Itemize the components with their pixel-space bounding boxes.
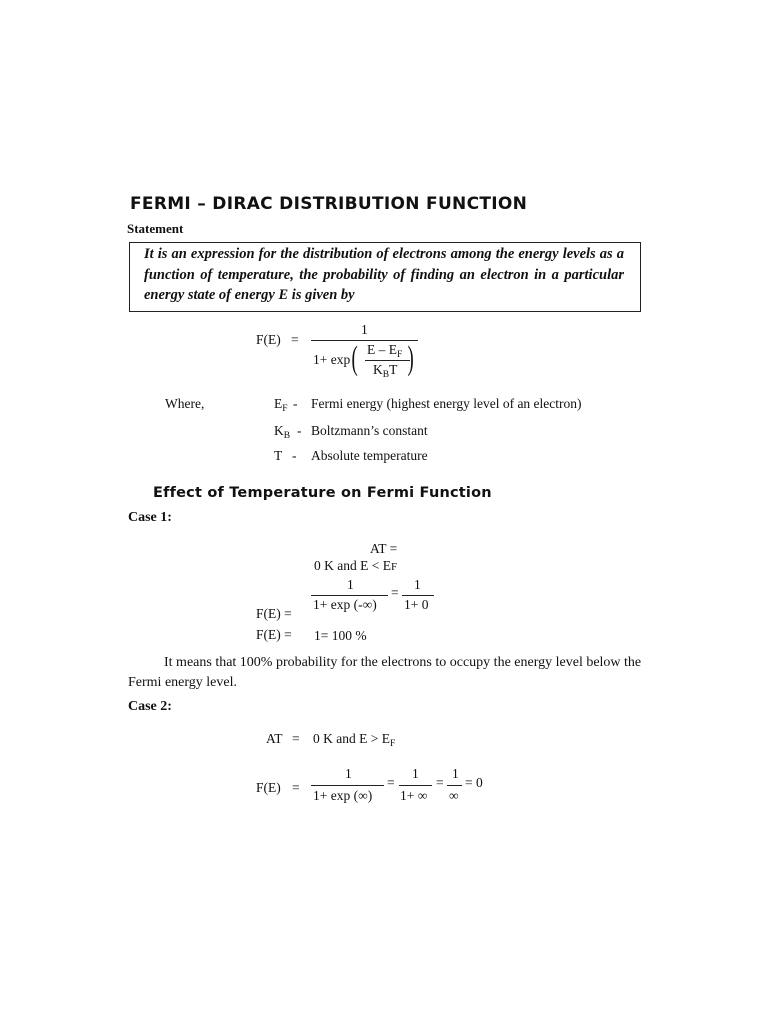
case1-lhs2: F(E) = (256, 627, 292, 642)
case2-eq-b: = (436, 775, 444, 790)
case1-frac2-bar (402, 595, 434, 596)
def-description: Absolute temperature (311, 448, 428, 463)
case2-label: Case 2: (128, 699, 172, 714)
case2-result: = 0 (465, 775, 483, 790)
case2-lhs-equals: = (292, 780, 300, 795)
case2-equals: = (292, 731, 300, 746)
statement-text: It is an expression for the distribution of electrons among the energy levels as a function of temperature, the probability of finding an electron in a particular energy state of energy E is given by (144, 246, 624, 303)
case2-f1-den: 1+ exp (∞) (313, 788, 373, 803)
case2-f3-num: 1 (452, 766, 459, 781)
case1-frac1-bar (311, 595, 388, 596)
case1-explanation: It means that 100% probability for the electrons to occupy the energy level below the Fermi energy level. (128, 655, 642, 690)
formula-fraction-bar (311, 340, 418, 341)
case1-frac2-den: 1+ 0 (404, 597, 429, 612)
case2-condition: 0 K and $E > E_F$ (313, 731, 396, 749)
case1-equals: = (391, 585, 399, 600)
right-paren: ) (407, 340, 414, 377)
case1-result: 1= 100 % (314, 628, 367, 643)
case2-lhs: F(E) (256, 780, 281, 795)
case1-at: AT = (370, 541, 398, 556)
where-label: Where, (165, 396, 205, 411)
inner-numerator: E – $E_F$ (367, 342, 403, 360)
case1-frac1-den: 1+ exp (-∞) (313, 597, 377, 612)
case2-f1-bar (311, 785, 384, 786)
formula-numerator: 1 (361, 322, 368, 337)
formula-equals: = (291, 332, 299, 347)
case1-frac1-num: 1 (347, 577, 354, 592)
def-dash: - (297, 423, 302, 438)
case1-condition: 0 K and E < EF (314, 558, 398, 573)
case2-eq-a: = (387, 775, 395, 790)
def-symbol: $K_B$ (274, 423, 291, 441)
case1-lhs1: F(E) = (256, 606, 292, 621)
case1-label: Case 1: (128, 510, 172, 525)
def-description: Boltzmann’s constant (311, 423, 428, 438)
formula-lhs: F(E) (256, 332, 281, 347)
def-symbol: $E_F$ (274, 396, 288, 414)
case2-f2-den: 1+ ∞ (400, 788, 428, 803)
page-title: FERMI – DIRAC DISTRIBUTION FUNCTION (130, 194, 528, 214)
inner-fraction-bar (365, 360, 410, 361)
def-dash: - (293, 396, 298, 411)
section-heading: Effect of Temperature on Fermi Function (153, 485, 492, 501)
case2-f2-bar (399, 785, 432, 786)
case2-f2-num: 1 (412, 766, 419, 781)
case2-f3-den: ∞ (449, 788, 459, 803)
def-dash: - (292, 448, 297, 463)
def-description: Fermi energy (highest energy level of an electron) (311, 396, 582, 411)
case2-at: AT (266, 731, 283, 746)
case2-f1-num: 1 (345, 766, 352, 781)
case1-frac2-num: 1 (414, 577, 421, 592)
case2-f3-bar (447, 785, 462, 786)
left-paren: ( (351, 340, 358, 377)
statement-label: Statement (127, 221, 184, 236)
inner-denominator: $K_BT$ (373, 362, 398, 380)
def-symbol: T (274, 448, 283, 463)
formula-denominator-prefix: 1+ exp (313, 352, 351, 367)
